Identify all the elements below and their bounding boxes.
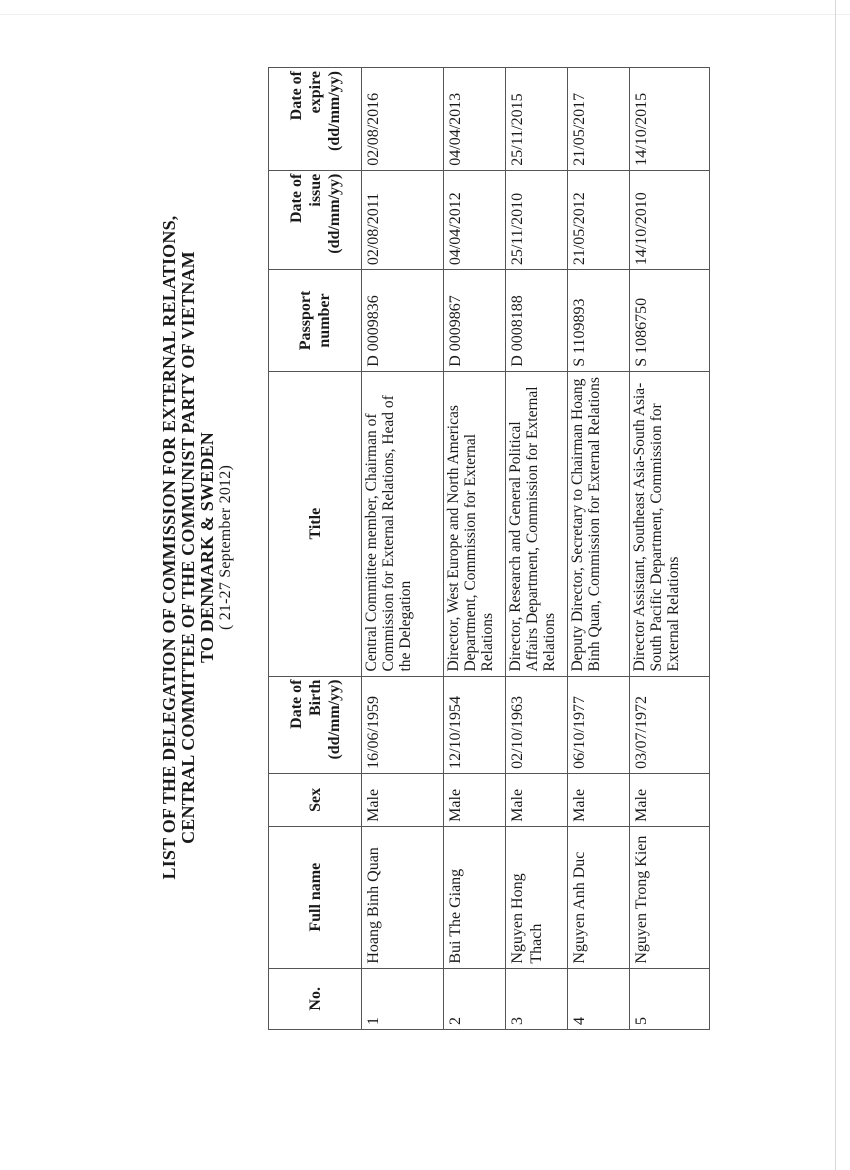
heading-line-2: CENTRAL COMMITTEE OF THE COMMUNIST PARTY OF VIETNAM: [178, 251, 198, 844]
header-date-of-issue: Date of issue (dd/mm/yy): [269, 170, 362, 269]
cell-title: Central Committee member, Chairman of Commission for External Relations, Head of the Delegation: [362, 371, 444, 676]
delegation-table: [268, 67, 710, 1030]
heading-line-3: TO DENMARK & SWEDEN: [197, 432, 217, 663]
cell-passport-number: S 1109893: [568, 270, 630, 372]
cell-date-of-issue: 25/11/2010: [506, 170, 568, 269]
cell-no: 1: [362, 968, 444, 1029]
scan-edge-right: [835, 0, 836, 1170]
header-date-of-birth: Date of Birth (dd/mm/yy): [269, 676, 362, 773]
table-row: [630, 68, 710, 1030]
cell-full-name: Nguyen Hong Thach: [506, 826, 568, 968]
header-no: No.: [269, 968, 362, 1029]
header-date-of-expire: Date of expire (dd/mm/yy): [269, 68, 362, 171]
table-row: [444, 68, 506, 1030]
cell-full-name: Hoang Binh Quan: [362, 826, 444, 968]
table-row: [568, 68, 630, 1030]
header-sex: Sex: [269, 773, 362, 826]
cell-passport-number: S 1086750: [630, 270, 710, 372]
heading-date-range: ( 21-27 September 2012): [217, 465, 234, 631]
table-row: [362, 68, 444, 1030]
cell-full-name: Nguyen Trong Kien: [630, 826, 710, 968]
rotated-document-sheet: [160, 65, 690, 1030]
cell-date-of-birth: 03/07/1972: [630, 676, 710, 773]
header-title: Title: [269, 371, 362, 676]
table-header-row: [269, 68, 362, 1030]
cell-passport-number: D 0009867: [444, 270, 506, 372]
cell-no: 2: [444, 968, 506, 1029]
cell-full-name: Bui The Giang: [444, 826, 506, 968]
cell-no: 4: [568, 968, 630, 1029]
cell-sex: Male: [506, 773, 568, 826]
cell-no: 3: [506, 968, 568, 1029]
cell-sex: Male: [568, 773, 630, 826]
cell-date-of-issue: 14/10/2010: [630, 170, 710, 269]
cell-date-of-expire: 21/05/2017: [568, 68, 630, 171]
cell-no: 5: [630, 968, 710, 1029]
table-row: [506, 68, 568, 1030]
cell-passport-number: D 0009836: [362, 270, 444, 372]
cell-date-of-expire: 04/04/2013: [444, 68, 506, 171]
cell-date-of-birth: 06/10/1977: [568, 676, 630, 773]
scan-edge-top: [0, 14, 850, 15]
cell-passport-number: D 0008188: [506, 270, 568, 372]
cell-date-of-expire: 25/11/2015: [506, 68, 568, 171]
cell-date-of-expire: 14/10/2015: [630, 68, 710, 171]
cell-title: Director Assistant, Southeast Asia-South Asia- South Pacific Department, Commission for External Relations: [630, 371, 710, 676]
cell-date-of-birth: 16/06/1959: [362, 676, 444, 773]
cell-date-of-issue: 21/05/2012: [568, 170, 630, 269]
cell-full-name: Nguyen Anh Duc: [568, 826, 630, 968]
cell-date-of-issue: 02/08/2011: [362, 170, 444, 269]
document-heading: [160, 65, 235, 1030]
header-passport-number: Passport number: [269, 270, 362, 372]
header-full-name: Full name: [269, 826, 362, 968]
cell-date-of-birth: 02/10/1963: [506, 676, 568, 773]
cell-date-of-expire: 02/08/2016: [362, 68, 444, 171]
cell-title: Director, Research and General Political Affairs Department, Commission for External Relations: [506, 371, 568, 676]
cell-date-of-issue: 04/04/2012: [444, 170, 506, 269]
heading-line-1: LIST OF THE DELEGATION OF COMMISSION FOR EXTERNAL RELATIONS,: [159, 215, 179, 880]
cell-sex: Male: [630, 773, 710, 826]
cell-title: Deputy Director, Secretary to Chairman Hoang Binh Quan, Commission for External Relations: [568, 371, 630, 676]
cell-sex: Male: [362, 773, 444, 826]
cell-date-of-birth: 12/10/1954: [444, 676, 506, 773]
cell-title: Director, West Europe and North Americas Department, Commission for External Relations: [444, 371, 506, 676]
cell-sex: Male: [444, 773, 506, 826]
